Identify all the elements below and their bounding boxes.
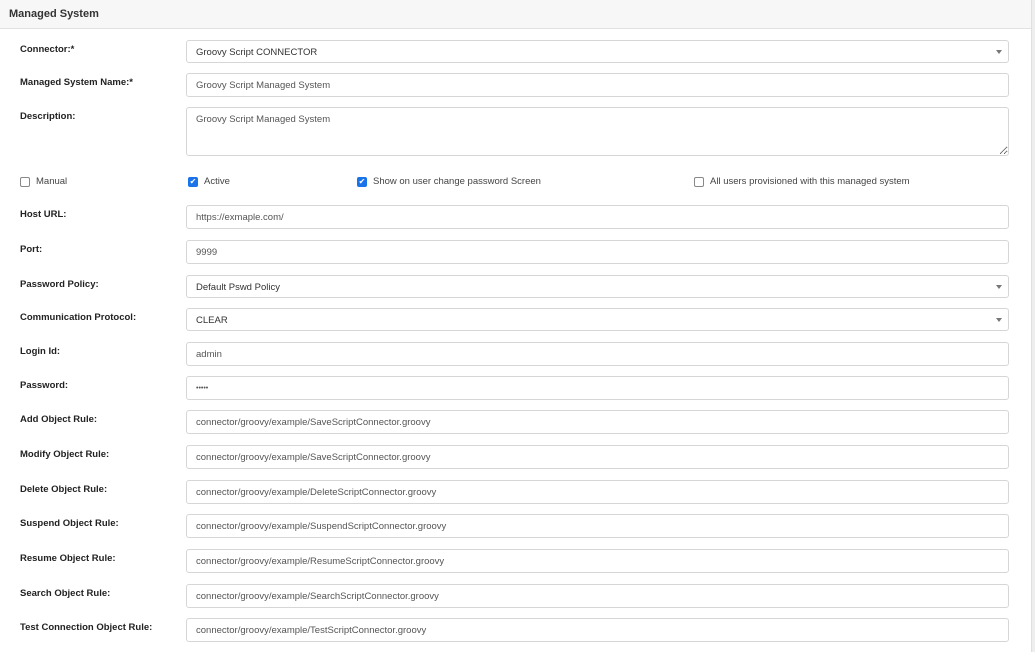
checkbox-checked-icon: ✔ bbox=[189, 176, 197, 186]
search-rule-label: Search Object Rule: bbox=[20, 588, 111, 599]
delete-rule-input[interactable]: connector/groovy/example/DeleteScriptConnector.groovy bbox=[186, 480, 1009, 504]
show-on-change-password-checkbox[interactable] bbox=[357, 176, 541, 187]
login-id-input[interactable]: admin bbox=[186, 342, 1009, 366]
password-policy-value: Default Pswd Policy bbox=[196, 282, 280, 293]
test-rule-label: Test Connection Object Rule: bbox=[20, 622, 153, 633]
resume-rule-label: Resume Object Rule: bbox=[20, 553, 116, 564]
test-rule-input[interactable]: connector/groovy/example/TestScriptConnector.groovy bbox=[186, 618, 1009, 642]
checkbox-checked-icon: ✔ bbox=[358, 176, 366, 186]
password-input[interactable]: ••••• bbox=[186, 376, 1009, 400]
suspend-rule-label: Suspend Object Rule: bbox=[20, 518, 119, 529]
connector-value: Groovy Script CONNECTOR bbox=[196, 47, 318, 58]
password-label: Password: bbox=[20, 380, 69, 391]
port-input[interactable]: 9999 bbox=[186, 240, 1009, 264]
comm-protocol-value: CLEAR bbox=[196, 315, 228, 326]
manual-label: Manual bbox=[36, 176, 68, 187]
name-input[interactable]: Groovy Script Managed System bbox=[186, 73, 1009, 97]
add-rule-label: Add Object Rule: bbox=[20, 414, 98, 425]
scrollbar[interactable] bbox=[1031, 0, 1035, 652]
host-url-label: Host URL: bbox=[20, 209, 67, 220]
all-users-checkbox[interactable] bbox=[694, 176, 910, 187]
all-users-label: All users provisioned with this managed system bbox=[710, 176, 910, 187]
search-rule-input[interactable]: connector/groovy/example/SearchScriptConnector.groovy bbox=[186, 584, 1009, 608]
modify-rule-input[interactable]: connector/groovy/example/SaveScriptConnector.groovy bbox=[186, 445, 1009, 469]
page-title: Managed System bbox=[9, 8, 99, 20]
chevron-down-icon bbox=[996, 285, 1002, 289]
resume-rule-input[interactable]: connector/groovy/example/ResumeScriptConnector.groovy bbox=[186, 549, 1009, 573]
panel-header bbox=[0, 0, 1031, 29]
manual-checkbox[interactable] bbox=[20, 176, 67, 187]
password-policy-label: Password Policy: bbox=[20, 279, 99, 290]
show-on-change-password-label: Show on user change password Screen bbox=[373, 176, 541, 187]
active-label: Active bbox=[204, 176, 230, 187]
checkbox-unchecked-icon bbox=[694, 177, 704, 187]
delete-rule-label: Delete Object Rule: bbox=[20, 484, 108, 495]
login-id-label: Login Id: bbox=[20, 346, 61, 357]
checkbox-unchecked-icon bbox=[20, 177, 30, 187]
comm-protocol-select[interactable] bbox=[186, 308, 1009, 331]
password-policy-select[interactable] bbox=[186, 275, 1009, 298]
connector-label: Connector:* bbox=[20, 44, 75, 55]
host-url-input[interactable]: https://exmaple.com/ bbox=[186, 205, 1009, 229]
modify-rule-label: Modify Object Rule: bbox=[20, 449, 110, 460]
add-rule-input[interactable]: connector/groovy/example/SaveScriptConnector.groovy bbox=[186, 410, 1009, 434]
name-label: Managed System Name:* bbox=[20, 77, 133, 88]
description-label: Description: bbox=[20, 111, 76, 122]
chevron-down-icon bbox=[996, 50, 1002, 54]
suspend-rule-input[interactable]: connector/groovy/example/SuspendScriptConnector.groovy bbox=[186, 514, 1009, 538]
comm-protocol-label: Communication Protocol: bbox=[20, 312, 137, 323]
port-label: Port: bbox=[20, 244, 43, 255]
connector-select[interactable] bbox=[186, 40, 1009, 63]
chevron-down-icon bbox=[996, 318, 1002, 322]
description-textarea[interactable] bbox=[186, 107, 1009, 156]
active-checkbox[interactable] bbox=[188, 176, 230, 187]
